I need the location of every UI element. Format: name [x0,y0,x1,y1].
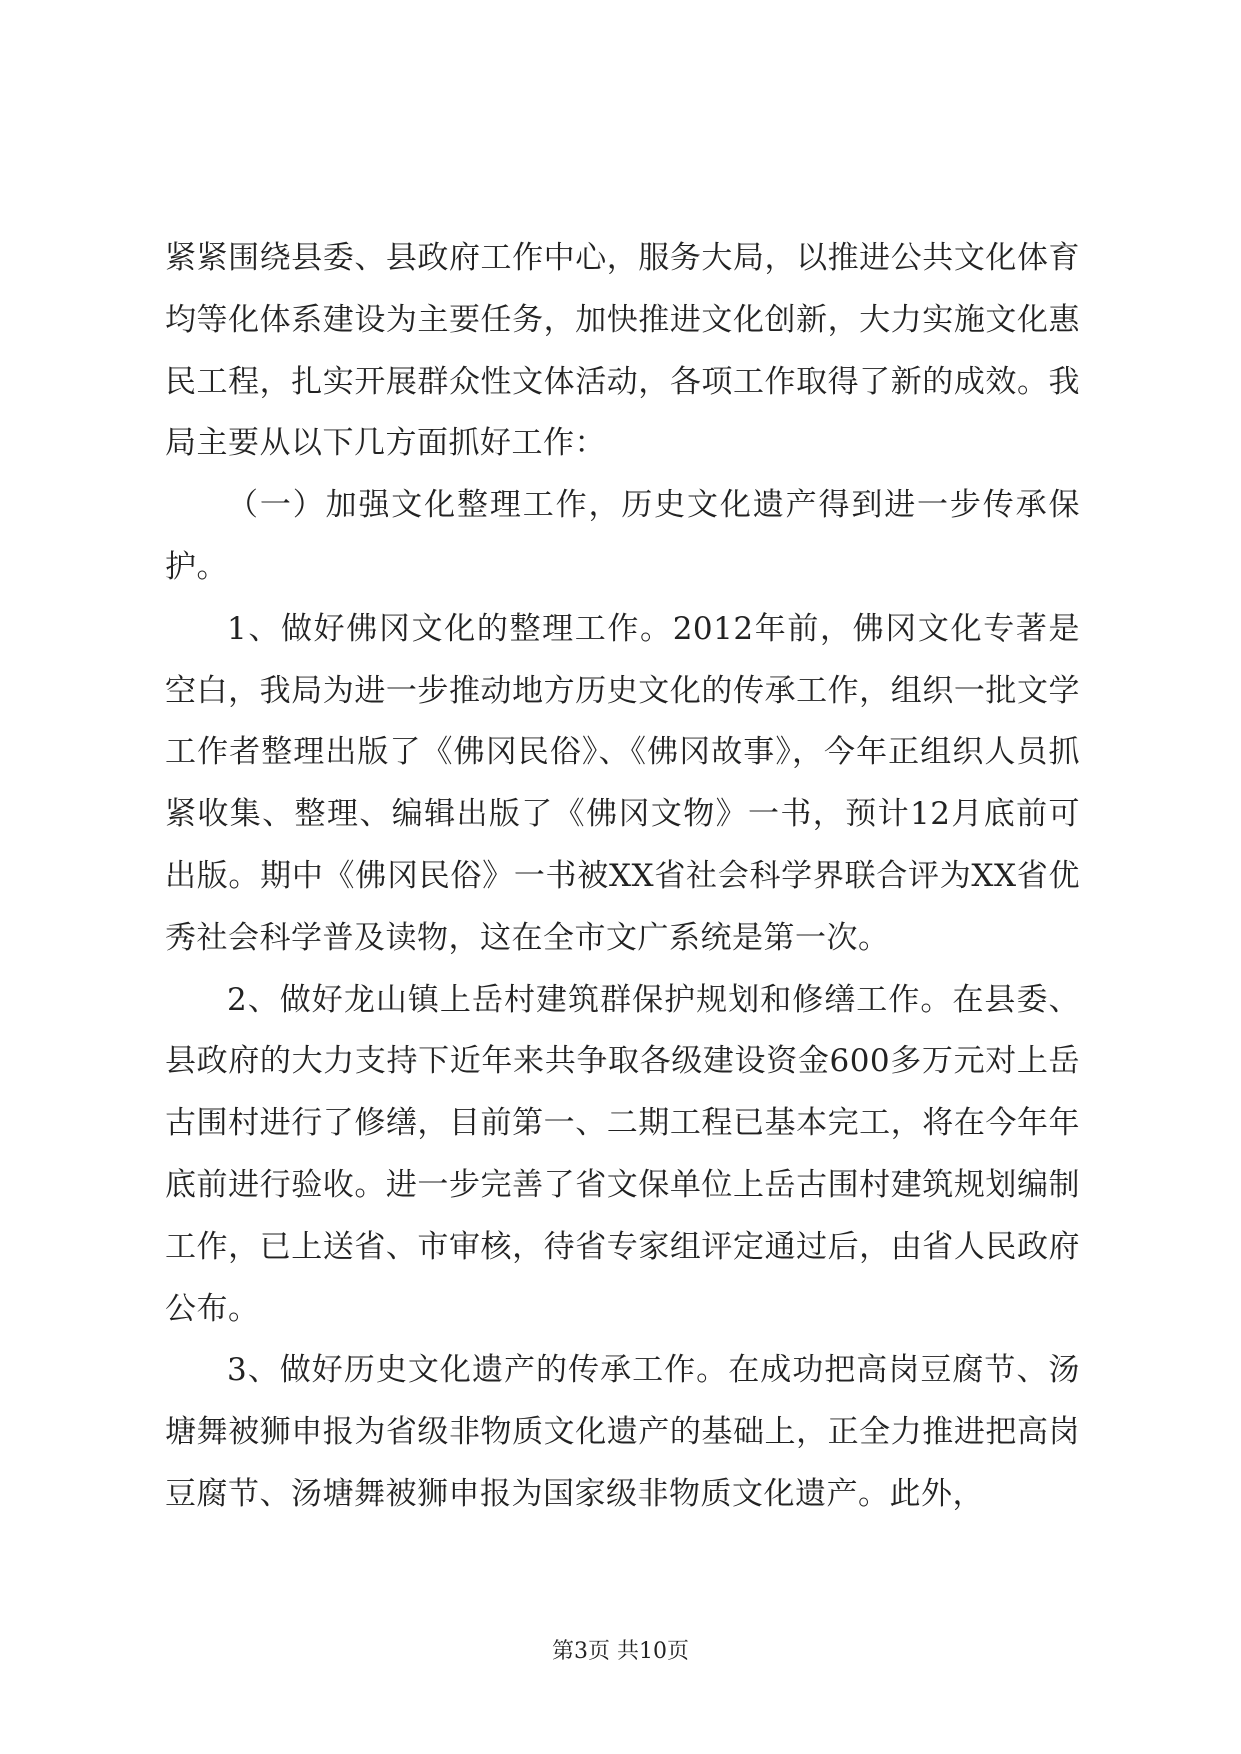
section-heading-1: （一）加强文化整理工作，历史文化遗产得到进一步传承保护。 [165,487,1080,585]
paragraph-item-1: 1、做好佛冈文化的整理工作。2012年前，佛冈文化专著是空白，我局为进一步推动地方历史文化的传承工作，组织一批文学工作者整理出版了《佛冈民俗》、《佛冈故事》，今年正组织人员抓紧收集、整理、编辑出版了《佛冈文物》一书，预计12月底前可出版。期中《佛冈民俗》一书被XX省社会科学界联合评为XX省优秀社会科学普及读物，这在全市文广系统是第一次。 [165,610,1080,956]
paragraph-continuation: 紧紧围绕县委、县政府工作中心，服务大局，以推进公共文化体育均等化体系建设为主要任务，加快推进文化创新，大力实施文化惠民工程，扎实开展群众性文体活动，各项工作取得了新的成效。我局主要从以下几方面抓好工作： [165,240,1080,462]
paragraph-item-2: 2、做好龙山镇上岳村建筑群保护规划和修缮工作。在县委、县政府的大力支持下近年来共争取各级建设资金600多万元对上岳古围村进行了修缮，目前第一、二期工程已基本完工，将在今年年底前进行验收。进一步完善了省文保单位上岳古围村建筑规划编制工作，已上送省、市审核，待省专家组评定通过后，由省人民政府公布。 [165,981,1080,1327]
page-footer: 第3页 共10页 [552,1639,689,1664]
paragraph-item-3: 3、做好历史文化遗产的传承工作。在成功把高岗豆腐节、汤塘舞被狮申报为省级非物质文化遗产的基础上，正全力推进把高岗豆腐节、汤塘舞被狮申报为国家级非物质文化遗产。此外， [165,1352,1080,1512]
body-text [165,228,1080,1526]
